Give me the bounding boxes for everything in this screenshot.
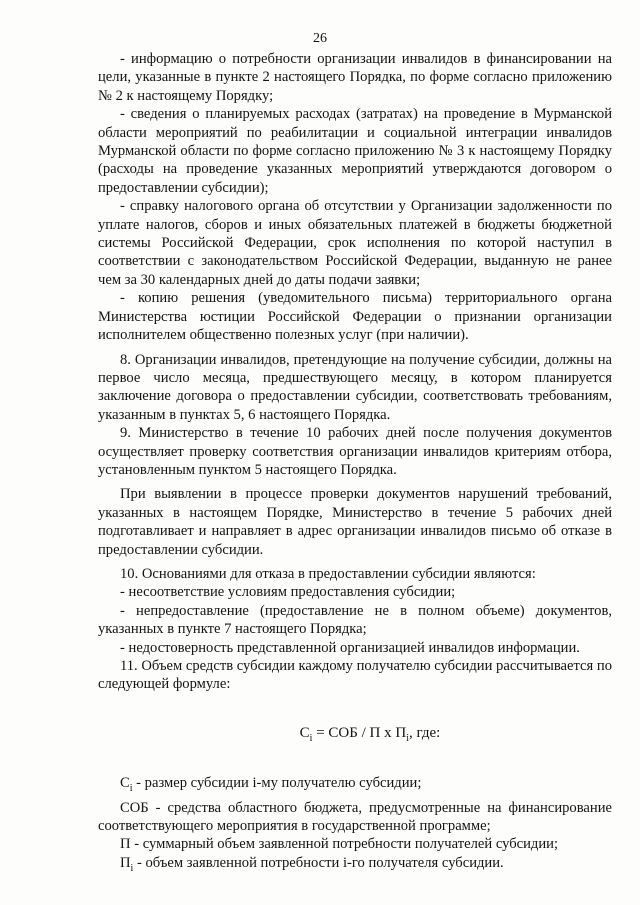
- definition-text: - суммарный объем заявленной потребности получателей субсидии;: [130, 836, 559, 853]
- formula-symbol: C: [299, 724, 310, 741]
- definition-symbol: П: [120, 836, 131, 853]
- formula-subscript: i: [309, 732, 313, 744]
- definition-symbol: СОБ: [120, 799, 149, 816]
- definition-symbol: П: [120, 854, 131, 871]
- formula-expression: = СОБ / П х П: [312, 724, 407, 741]
- definition-subscript: i: [130, 862, 134, 874]
- definition-subscript: i: [129, 783, 133, 795]
- paragraph-refusal-3: - недостоверность представленной организацией инвалидов информации.: [120, 639, 580, 656]
- definition-text: - размер субсидии i-му получателю субсидии;: [132, 775, 422, 792]
- paragraph-planned-expenses: - сведения о планируемых расходах (затратах) на проведение в Мурманской области мероприятий по реабилитации и социальной интеграции инвалидов Мурманской области по форме согласно приложению № 3 к настоящему Порядку (расходы на проведение указанных мероприятий утверждаются договором о предоставлении субсидии);: [98, 106, 612, 196]
- paragraph-clause-10: 10. Основаниями для отказа в предоставлении субсидии являются:: [120, 565, 536, 582]
- definition-symbol: C: [120, 775, 130, 792]
- paragraph-clause-11: 11. Объем средств субсидии каждому получателю субсидии рассчитывается по следующей формуле:: [98, 658, 612, 693]
- paragraph-clause-8: 8. Организации инвалидов, претендующие на получение субсидии, должны на первое число месяца, предшествующего месяцу, в котором планируется заключение договора о предоставлении субсидии, соответствовать требованиям, указанным в пунктах 5, 6 настоящего Порядка.: [98, 351, 612, 423]
- formula-subscript: i: [406, 732, 409, 744]
- document-body: [98, 50, 612, 878]
- paragraph-refusal-2: - непредоставление (предоставление не в полном объеме) документов, указанных в пункте 7 настоящего Порядка;: [98, 602, 612, 638]
- formula-tail: , где:: [408, 724, 441, 741]
- paragraph-tax-certificate: - справку налогового органа об отсутствии у Организации задолженности по уплате налогов, сборов и иных обязательных платежей в бюджеты бюджетной системы Российской Федерации, срок исполнения по которой наступил в соответствии с законодательством Российской Федерации, выданную не ранее чем за 30 календарных дней до даты подачи заявки;: [98, 198, 612, 288]
- definition-p-total: [98, 835, 612, 853]
- paragraph-violations: При выявлении в процессе проверки документов нарушений требований, указанных в настоящем Порядке, Министерство в течение 5 рабочих дней подготавливает и направляет в адрес организации инвалидов письмо об отказе в предоставлении субсидии.: [98, 486, 612, 558]
- definition-ci: [98, 774, 612, 798]
- paragraph-clause-9: 9. Министерство в течение 10 рабочих дней после получения документов осуществляет проверку соответствия организации инвалидов критериям отбора, установленным пунктом 5 настоящего Порядка.: [98, 425, 612, 478]
- subsidy-formula: [128, 724, 612, 748]
- paragraph-info-need: - информацию о потребности организации инвалидов в финансировании на цели, указанные в пункте 2 настоящего Порядка, по форме согласно приложению № 2 к настоящему Порядку;: [98, 51, 612, 104]
- page-number: 26: [313, 31, 327, 46]
- definition-text: - объем заявленной потребности i-го получателя субсидии.: [133, 854, 504, 871]
- definition-text: - средства областного бюджета, предусмотренные на финансирование соответствующего мероприятия в государственной программе;: [98, 799, 612, 834]
- paragraph-justice-decision: - копию решения (уведомительного письма) территориального органа Министерства юстиции Российской Федерации о признании организации исполнителем общественно полезных услуг (при наличии).: [98, 290, 612, 344]
- paragraph-refusal-1: - несоответствие условиям предоставления субсидии;: [120, 584, 456, 601]
- definition-pi: [98, 854, 612, 878]
- definition-sob: [98, 799, 612, 836]
